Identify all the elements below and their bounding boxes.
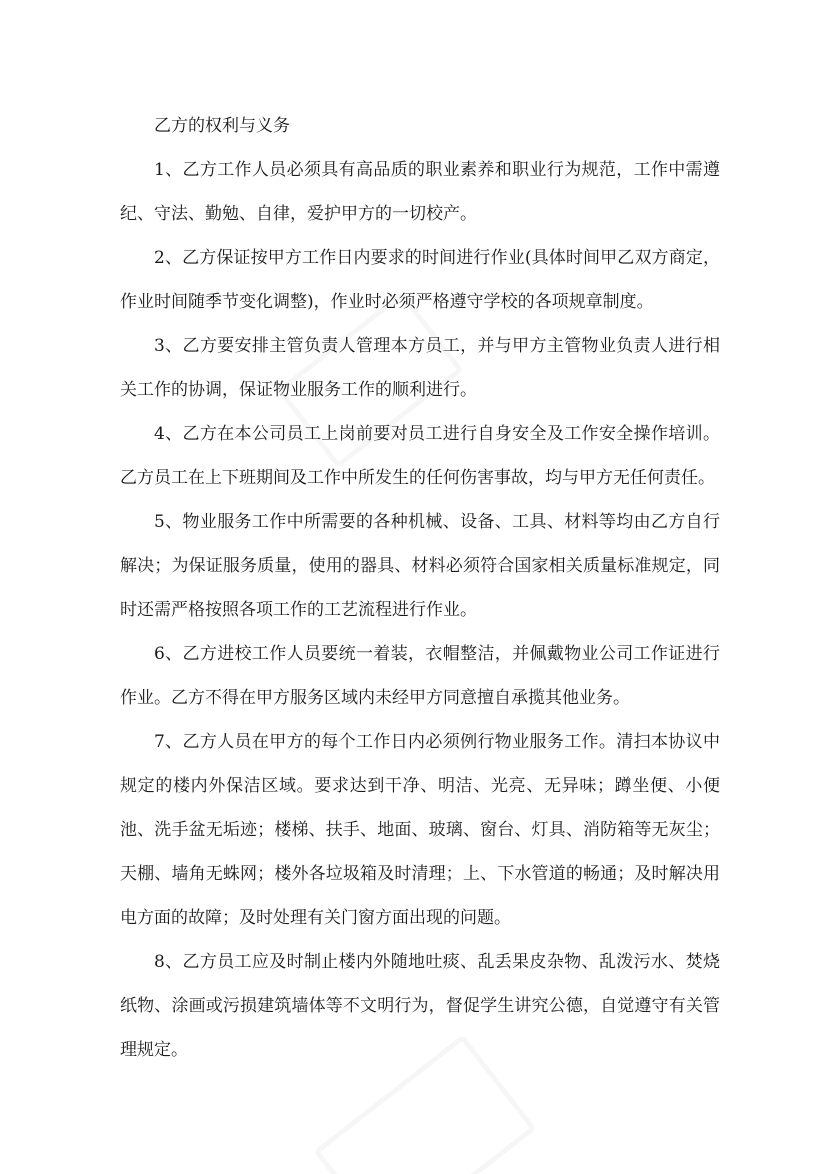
paragraph-1: 1、乙方工作人员必须具有高品质的职业素养和职业行为规范，工作中需遵纪、守法、勤勉、自律，爱护甲方的一切校产。 — [120, 160, 720, 224]
paragraph-6: 6、乙方进校工作人员要统一着装，衣帽整洁，并佩戴物业公司工作证进行作业。乙方不得在甲方服务区域内未经甲方同意擅自承揽其他业务。 — [120, 644, 720, 708]
paragraph-4: 4、乙方在本公司员工上岗前要对员工进行自身安全及工作安全操作培训。乙方员工在上下班期间及工作中所发生的任何伤害事故，均与甲方无任何责任。 — [120, 424, 720, 488]
paragraph-5: 5、物业服务工作中所需要的各种机械、设备、工具、材料等均由乙方自行解决；为保证服务质量，使用的器具、材料必须符合国家相关质量标准规定，同时还需严格按照各项工作的工艺流程进行作业。 — [120, 512, 720, 620]
paragraph-2: 2、乙方保证按甲方工作日内要求的时间进行作业(具体时间甲乙双方商定，作业时间随季节变化调整)，作业时必须严格遵守学校的各项规章制度。 — [120, 248, 720, 312]
section-heading: 乙方的权利与义务 — [154, 116, 290, 136]
document-body — [120, 104, 720, 1072]
paragraph-3: 3、乙方要安排主管负责人管理本方员工，并与甲方主管物业负责人进行相关工作的协调，保证物业服务工作的顺利进行。 — [120, 336, 720, 400]
paragraph-7: 7、乙方人员在甲方的每个工作日内必须例行物业服务工作。清扫本协议中规定的楼内外保洁区域。要求达到干净、明洁、光亮、无异味；蹲坐便、小便池、洗手盆无垢迹；楼梯、扶手、地面、玻璃、窗台、灯具、消防箱等无灰尘；天棚、墙角无蛛网；楼外各垃圾箱及时清理；上、下水管道的畅通；及时解决用电方面的故障；及时处理有关门窗方面出现的问题。 — [120, 732, 720, 928]
paragraph-8: 8、乙方员工应及时制止楼内外随地吐痰、乱丢果皮杂物、乱泼污水、焚烧纸物、涂画或污损建筑墙体等不文明行为，督促学生讲究公德，自觉遵守有关管理规定。 — [120, 952, 720, 1060]
